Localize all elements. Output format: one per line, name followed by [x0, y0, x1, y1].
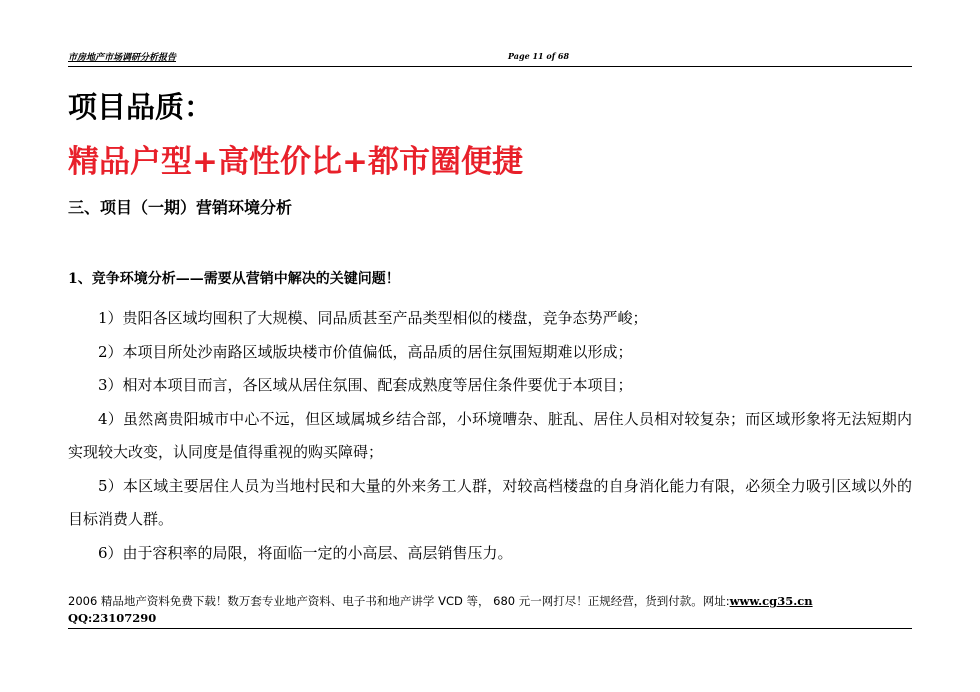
header-divider [68, 66, 912, 67]
list-item: 4）虽然离贵阳城市中心不远，但区域属城乡结合部，小环境嘈杂、脏乱、居住人员相对较复杂；而区域形象将无法短期内实现较大改变，认同度是值得重视的购买障碍； [68, 409, 912, 461]
footer-promo-text: 2006 精品地产资料免费下载！数万套专业地产资料、电子书和地产讲学 VCD 等， 680 元一网打尽！正规经营，货到付款。网址: [68, 594, 730, 608]
section-heading: 三、项目（一期）营销环境分析 [68, 198, 293, 217]
page-footer [68, 593, 912, 626]
list-item: 5）本区域主要居住人员为当地村民和大量的外来务工人群，对较高档楼盘的自身消化能力有限，必须全力吸引区域以外的目标消费人群。 [68, 476, 912, 528]
footer-qq: QQ:23107290 [68, 611, 157, 625]
title-slogan: 精品户型+高性价比+都市圈便捷 [68, 144, 523, 180]
competition-analysis-heading: 1、竞争环境分析——需要从营销中解决的关键问题！ [68, 271, 400, 287]
header-page-number: Page 11 of 68 [508, 51, 570, 61]
page-header [68, 50, 912, 66]
competition-issues-list [68, 302, 912, 570]
list-item: 1）贵阳各区域均囤积了大规模、同品质甚至产品类型相似的楼盘，竞争态势严峻； [98, 309, 648, 327]
list-item: 2）本项目所处沙南路区域版块楼市价值偏低，高品质的居住氛围短期难以形成； [98, 342, 633, 361]
footer-website-link[interactable]: www.cg35.cn [729, 594, 813, 608]
list-item: 6）由于容积率的局限，将面临一定的小高层、高层销售压力。 [98, 543, 513, 562]
header-doc-title: 市房地产市场调研分析报告 [68, 53, 177, 63]
title-project-quality: 项目品质： [68, 90, 214, 124]
footer-divider [68, 628, 912, 629]
footer-promo [68, 593, 912, 610]
list-item: 3）相对本项目而言，各区域从居住氛围、配套成熟度等居住条件要优于本项目； [98, 376, 633, 394]
